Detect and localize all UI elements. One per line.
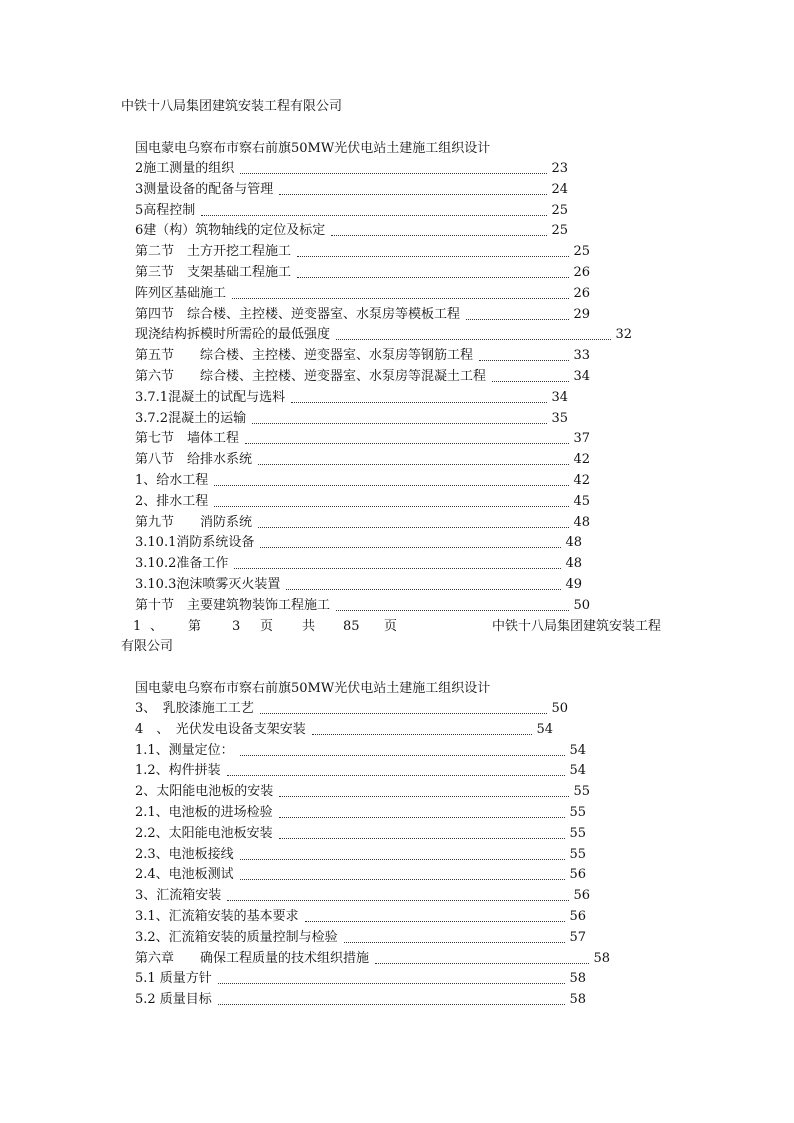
toc-entry-label: 第七节 墙体工程 <box>135 431 240 447</box>
toc-entry <box>135 346 590 366</box>
toc-entry <box>135 845 586 865</box>
footer-ye-2: 页 <box>384 619 398 634</box>
toc-entry-label: 3、 乳胶漆施工工艺 <box>135 701 254 716</box>
toc-entry-page-number: 32 <box>615 327 632 343</box>
toc-entry <box>135 242 590 262</box>
toc-entry <box>135 990 586 1010</box>
toc-leader-dots <box>331 234 547 236</box>
toc-entry-page-number: 42 <box>573 473 590 488</box>
toc-entry-page-number: 26 <box>573 285 590 301</box>
toc-entry-page-number: 48 <box>565 556 582 572</box>
toc-entry-page-number: 55 <box>573 784 590 800</box>
toc-entry-page-number: 23 <box>551 161 568 176</box>
toc-entry-label: 第八节 给排水系统 <box>135 452 253 468</box>
toc-entry <box>135 761 586 781</box>
toc-leader-dots <box>291 401 547 403</box>
toc-entry-page-number: 24 <box>551 181 568 197</box>
toc-entry-page-number: 54 <box>569 742 586 758</box>
toc-leader-dots <box>286 588 561 590</box>
footer-company-continued: 有限公司 <box>121 639 174 654</box>
toc-entry <box>135 907 586 927</box>
toc-entry-label: 第九节 消防系统 <box>135 514 253 530</box>
toc-entry <box>135 699 568 719</box>
toc-entry <box>135 367 590 387</box>
toc-entry <box>135 263 590 283</box>
toc-entry <box>135 471 590 491</box>
toc-entry-label: 第四节 综合楼、主控楼、逆变器室、水泵房等模板工程 <box>135 306 461 322</box>
footer-ye-1: 页 <box>260 619 274 634</box>
toc-leader-dots <box>260 546 561 548</box>
toc-leader-dots <box>245 442 569 444</box>
toc-entry-label: 3.1、汇流箱安装的基本要求 <box>135 909 299 924</box>
toc-entry-page-number: 58 <box>569 971 586 987</box>
toc-entry-page-number: 58 <box>569 992 586 1008</box>
toc-entry-label: 1、给水工程 <box>135 473 209 488</box>
toc-leader-dots <box>305 920 566 922</box>
toc-entry-page-number: 37 <box>573 431 590 447</box>
toc-leader-dots <box>214 505 569 507</box>
toc-leader-dots <box>279 837 566 839</box>
footer-company: 中铁十八局集团建筑安装工程 <box>492 619 662 634</box>
toc-leader-dots <box>297 276 569 278</box>
toc-entry-label: 5.2 质量目标 <box>135 992 212 1008</box>
footer-gong: 共 <box>302 619 316 634</box>
toc-leader-dots <box>240 858 566 860</box>
toc-entry <box>135 159 568 179</box>
toc-entry-page-number: 56 <box>573 888 590 904</box>
toc-entry-page-number: 42 <box>573 452 590 468</box>
toc-leader-dots <box>234 567 561 569</box>
toc-leader-dots <box>479 359 569 361</box>
toc-entry-label: 第五节 综合楼、主控楼、逆变器室、水泵房等钢筋工程 <box>135 348 474 364</box>
toc-entry-label: 2、太阳能电池板的安装 <box>135 784 274 800</box>
document-title: 国电蒙电乌察布市察右前旗50MW光伏电站土建施工组织设计 <box>135 141 491 156</box>
toc-entry <box>135 782 590 802</box>
toc-entry <box>135 969 586 989</box>
toc-entry-label: 3.7.1混凝土的试配与选料 <box>135 389 286 405</box>
toc-leader-dots <box>312 733 533 735</box>
company-header: 中铁十八局集团建筑安装工程有限公司 <box>121 99 343 114</box>
toc-entry-label: 2.3、电池板接线 <box>135 846 234 862</box>
toc-entry-label: 5.1 质量方针 <box>135 971 212 987</box>
toc-entry-page-number: 50 <box>551 701 568 716</box>
toc-entry <box>135 409 568 429</box>
toc-leader-dots <box>492 380 569 382</box>
footer-separator: 、 <box>150 619 164 634</box>
toc-entry <box>135 928 586 948</box>
toc-entry-label: 现浇结构拆模时所需砼的最低强度 <box>135 327 331 343</box>
toc-entry <box>135 741 586 761</box>
document-title-repeat: 国电蒙电乌察布市察右前旗50MW光伏电站土建施工组织设计 <box>135 681 491 696</box>
toc-leader-dots <box>218 982 566 984</box>
toc-entry-page-number: 56 <box>569 909 586 924</box>
toc-entry-page-number: 57 <box>569 929 586 945</box>
toc-leader-dots <box>260 712 548 714</box>
toc-entry <box>135 949 610 969</box>
toc-entry-page-number: 54 <box>536 721 553 737</box>
toc-leader-dots <box>375 962 589 964</box>
toc-entry-label: 2.1、电池板的进场检验 <box>135 805 273 820</box>
toc-leader-dots <box>466 318 569 320</box>
toc-entry <box>135 450 590 470</box>
toc-entry <box>135 554 582 574</box>
toc-leader-dots <box>252 422 547 424</box>
toc-entry-label: 第六章 确保工程质量的技术组织措施 <box>135 950 370 966</box>
toc-entry <box>135 429 590 449</box>
toc-entry-page-number: 50 <box>573 597 590 613</box>
toc-entry-label: 2.2、太阳能电池板安装 <box>135 825 273 841</box>
toc-entry <box>135 492 590 512</box>
toc-entry <box>135 803 586 823</box>
toc-entry-label: 2、排水工程 <box>135 493 209 509</box>
toc-entry <box>135 305 590 325</box>
toc-leader-dots <box>258 526 569 528</box>
footer-total-pages: 85 <box>343 619 360 634</box>
toc-leader-dots <box>240 754 566 756</box>
toc-entry-label: 3.10.1消防系统设备 <box>135 535 255 551</box>
toc-entry-label: 5高程控制 <box>135 202 196 218</box>
toc-entry-label: 3、汇流箱安装 <box>135 888 222 904</box>
toc-entry-page-number: 55 <box>569 846 586 862</box>
toc-entry-label: 阵列区基础施工 <box>135 285 227 301</box>
toc-leader-dots <box>240 172 547 174</box>
toc-entry-page-number: 48 <box>573 514 590 530</box>
toc-leader-dots <box>227 774 566 776</box>
footer-current-page: 3 <box>232 619 241 634</box>
toc-entry-page-number: 56 <box>569 867 586 883</box>
toc-leader-dots <box>279 193 547 195</box>
toc-leader-dots <box>201 214 547 216</box>
toc-entry-page-number: 49 <box>565 577 582 592</box>
toc-leader-dots <box>218 1003 566 1005</box>
toc-entry-page-number: 25 <box>551 223 568 239</box>
toc-leader-dots <box>344 941 566 943</box>
toc-entry-page-number: 35 <box>551 410 568 426</box>
toc-entry <box>135 720 553 740</box>
toc-entry <box>135 596 590 616</box>
toc-leader-dots <box>279 795 569 797</box>
toc-entry <box>135 575 582 595</box>
toc-entry-label: 3.10.2准备工作 <box>135 556 229 572</box>
toc-entry-label: 第六节 综合楼、主控楼、逆变器室、水泵房等混凝土工程 <box>135 369 487 384</box>
toc-entry <box>135 388 568 408</box>
toc-entry <box>135 180 568 200</box>
toc-entry-page-number: 26 <box>573 265 590 280</box>
toc-entry-label: 2施工测量的组织 <box>135 161 235 176</box>
toc-entry-label: 4 、 光伏发电设备支架安装 <box>135 721 306 737</box>
toc-entry-page-number: 29 <box>573 306 590 322</box>
footer-number: 1 <box>133 619 142 634</box>
toc-entry-page-number: 55 <box>569 805 586 820</box>
toc-entry-page-number: 58 <box>593 950 610 966</box>
toc-entry-page-number: 25 <box>551 202 568 218</box>
toc-entry-label: 第二节 土方开挖工程施工 <box>135 244 292 260</box>
toc-entry-label: 6建（构）筑物轴线的定位及标定 <box>135 223 326 239</box>
toc-entry-label: 1.2、构件拼装 <box>135 763 221 779</box>
toc-leader-dots <box>227 899 569 901</box>
toc-leader-dots <box>297 255 569 257</box>
toc-entry-label: 3.10.3泡沫喷雾灭火装置 <box>135 577 281 592</box>
toc-entry-page-number: 34 <box>551 389 568 405</box>
toc-entry <box>135 824 586 844</box>
toc-leader-dots <box>279 816 566 818</box>
toc-entry <box>135 201 568 221</box>
toc-entry-page-number: 48 <box>565 535 582 551</box>
toc-leader-dots <box>336 338 611 340</box>
toc-entry-label: 第十节 主要建筑物装饰工程施工 <box>135 597 331 613</box>
toc-leader-dots <box>258 463 569 465</box>
toc-entry-page-number: 45 <box>573 493 590 509</box>
toc-leader-dots <box>336 609 569 611</box>
toc-entry-page-number: 54 <box>569 763 586 779</box>
toc-entry-page-number: 34 <box>573 369 590 384</box>
toc-entry <box>135 865 586 885</box>
toc-entry-label: 3.2、汇流箱安装的质量控制与检验 <box>135 929 338 945</box>
toc-entry-label: 2.4、电池板测试 <box>135 867 234 883</box>
toc-entry <box>135 325 632 345</box>
toc-entry <box>135 284 590 304</box>
toc-leader-dots <box>214 484 569 486</box>
toc-entry-label: 3测量设备的配备与管理 <box>135 181 274 197</box>
toc-entry <box>135 221 568 241</box>
toc-entry-label: 3.7.2混凝土的运输 <box>135 410 247 426</box>
toc-entry-label: 第三节 支架基础工程施工 <box>135 265 292 280</box>
toc-entry <box>135 513 590 533</box>
toc-leader-dots <box>232 297 569 299</box>
footer-di: 第 <box>188 619 202 634</box>
toc-entry-label: 1.1、测量定位： <box>135 742 234 758</box>
toc-entry-page-number: 25 <box>573 244 590 260</box>
toc-entry-page-number: 55 <box>569 825 586 841</box>
toc-leader-dots <box>240 878 566 880</box>
toc-entry <box>135 886 590 906</box>
toc-entry-page-number: 33 <box>573 348 590 364</box>
toc-entry <box>135 533 582 553</box>
page-footer <box>0 617 794 637</box>
